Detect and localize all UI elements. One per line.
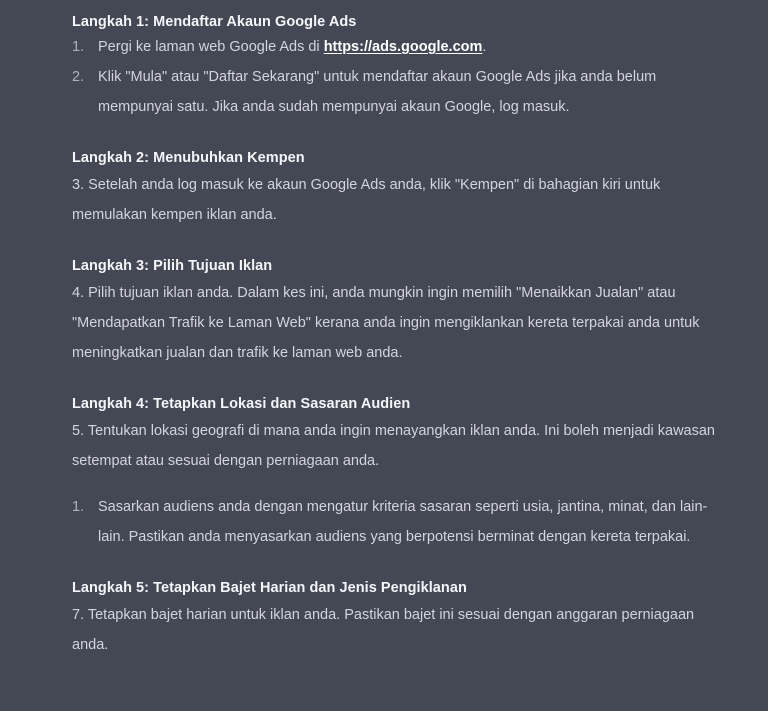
list-item	[72, 62, 716, 122]
section-langkah-1	[56, 12, 716, 32]
list-item	[72, 492, 716, 552]
ordered-list-langkah-1	[56, 32, 716, 122]
section-langkah-5	[56, 578, 716, 660]
paragraph-step-4: 4. Pilih tujuan iklan anda. Dalam kes ini, anda mungkin ingin memilih "Menaikkan Jualan" atau "Mendapatkan Trafik ke Laman Web" kerana anda ingin mengiklankan kereta terpakai anda untuk meningkatkan jualan dan trafik ke laman web anda.	[72, 285, 700, 361]
list-item	[72, 32, 716, 62]
section-langkah-4	[56, 394, 716, 476]
google-ads-link[interactable]: https://ads.google.com	[323, 39, 483, 55]
section-langkah-3	[56, 256, 716, 368]
list-item-text: Klik "Mula" atau "Daftar Sekarang" untuk mendaftar akaun Google Ads jika anda belum mempunyai satu. Jika anda sudah mempunyai akaun Google, log masuk.	[98, 69, 657, 115]
heading-langkah-5: Langkah 5: Tetapkan Bajet Harian dan Jenis Pengiklanan	[72, 580, 467, 596]
paragraph-step-5: 5. Tentukan lokasi geografi di mana anda ingin menayangkan iklan anda. Ini boleh menjadi kawasan setempat atau sesuai dengan perniagaan anda.	[72, 423, 715, 469]
paragraph-step-3: 3. Setelah anda log masuk ke akaun Google Ads anda, klik "Kempen" di bahagian kiri untuk memulakan kempen iklan anda.	[72, 177, 661, 223]
paragraph-step-7: 7. Tetapkan bajet harian untuk iklan anda. Pastikan bajet ini sesuai dengan anggaran perniagaan anda.	[72, 607, 695, 653]
heading-langkah-1: Langkah 1: Mendaftar Akaun Google Ads	[72, 14, 357, 30]
section-langkah-2	[56, 148, 716, 230]
heading-langkah-2: Langkah 2: Menubuhkan Kempen	[72, 150, 305, 166]
list-item-text-trail: .	[482, 39, 487, 55]
heading-langkah-4: Langkah 4: Tetapkan Lokasi dan Sasaran Audien	[72, 396, 411, 412]
list-item-text-lead: Pergi ke laman web Google Ads di	[98, 39, 324, 55]
list-item-text: Sasarkan audiens anda dengan mengatur kriteria sasaran seperti usia, jantina, minat, dan lain-lain. Pastikan anda menyasarkan audiens yang berpotensi berminat dengan kereta terpakai.	[98, 499, 708, 545]
heading-langkah-3: Langkah 3: Pilih Tujuan Iklan	[72, 258, 273, 274]
ordered-list-langkah-4	[56, 492, 716, 552]
